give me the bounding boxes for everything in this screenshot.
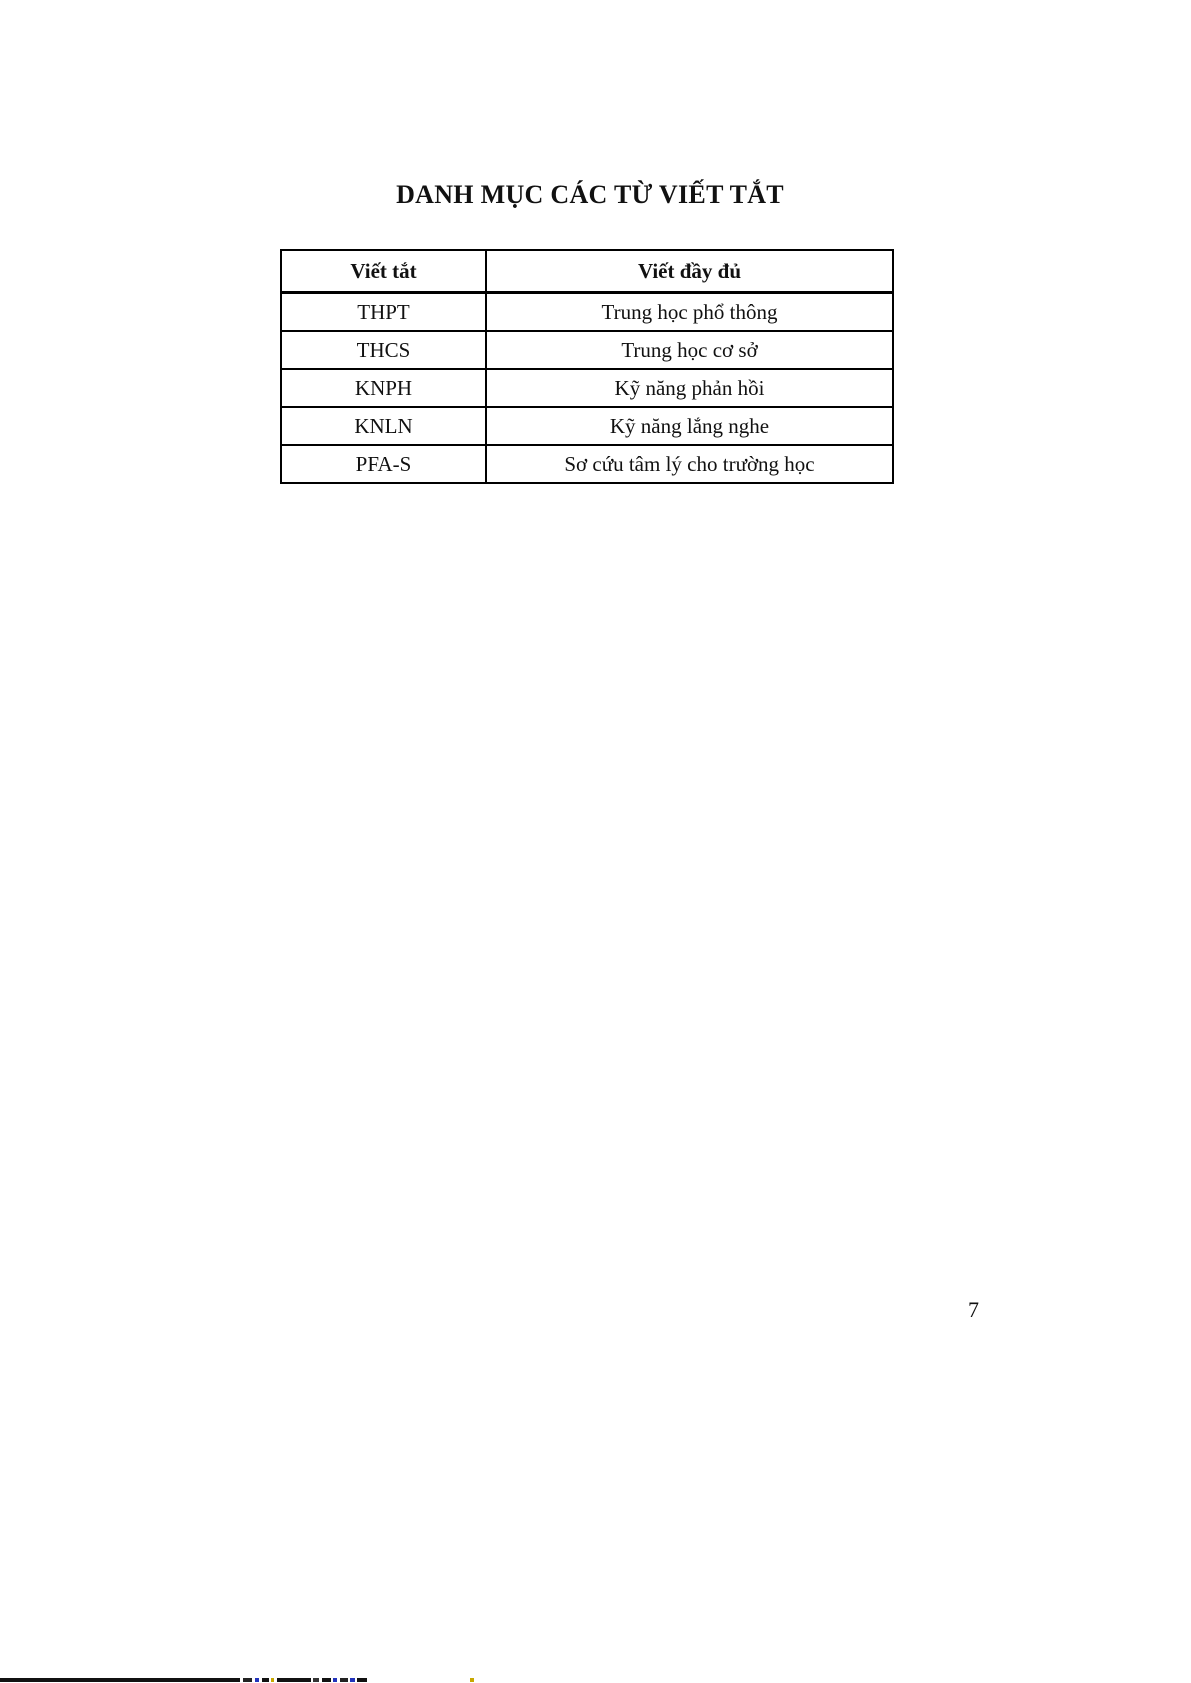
scan-noise-segment bbox=[0, 1678, 240, 1682]
abbreviation-cell: THPT bbox=[281, 293, 486, 332]
abbreviation-cell: KNPH bbox=[281, 369, 486, 407]
full-form-cell: Trung học cơ sở bbox=[486, 331, 893, 369]
abbreviations-table bbox=[280, 249, 894, 484]
abbreviation-cell: THCS bbox=[281, 331, 486, 369]
scan-noise-segment bbox=[262, 1678, 269, 1682]
scan-noise-segment bbox=[313, 1678, 319, 1682]
scan-noise-segment bbox=[277, 1678, 311, 1682]
column-header-abbreviation: Viết tắt bbox=[281, 250, 486, 293]
table-header-row bbox=[281, 250, 893, 293]
scan-noise-segment bbox=[322, 1678, 331, 1682]
table-row bbox=[281, 407, 893, 445]
scan-noise-segment bbox=[333, 1678, 337, 1682]
scan-noise-segment bbox=[470, 1678, 474, 1682]
scan-noise-segment bbox=[340, 1678, 348, 1682]
table-row bbox=[281, 445, 893, 483]
table-row bbox=[281, 293, 893, 332]
scan-noise-segment bbox=[357, 1678, 367, 1682]
page-title: DANH MỤC CÁC TỪ VIẾT TẮT bbox=[396, 180, 784, 209]
full-form-cell: Kỹ năng phản hồi bbox=[486, 369, 893, 407]
column-header-full-form: Viết đầy đủ bbox=[486, 250, 893, 293]
scan-noise-segment bbox=[243, 1678, 252, 1682]
full-form-cell: Trung học phổ thông bbox=[486, 293, 893, 332]
page-number: 7 bbox=[968, 1297, 979, 1322]
scan-noise-segment bbox=[255, 1678, 259, 1682]
table-row bbox=[281, 369, 893, 407]
abbreviation-cell: KNLN bbox=[281, 407, 486, 445]
scan-noise-segment bbox=[271, 1678, 274, 1682]
full-form-cell: Sơ cứu tâm lý cho trường học bbox=[486, 445, 893, 483]
full-form-cell: Kỹ năng lắng nghe bbox=[486, 407, 893, 445]
table-row bbox=[281, 331, 893, 369]
scan-noise-segment bbox=[350, 1678, 355, 1682]
bottom-scan-artifact bbox=[0, 1678, 1191, 1683]
abbreviation-cell: PFA-S bbox=[281, 445, 486, 483]
